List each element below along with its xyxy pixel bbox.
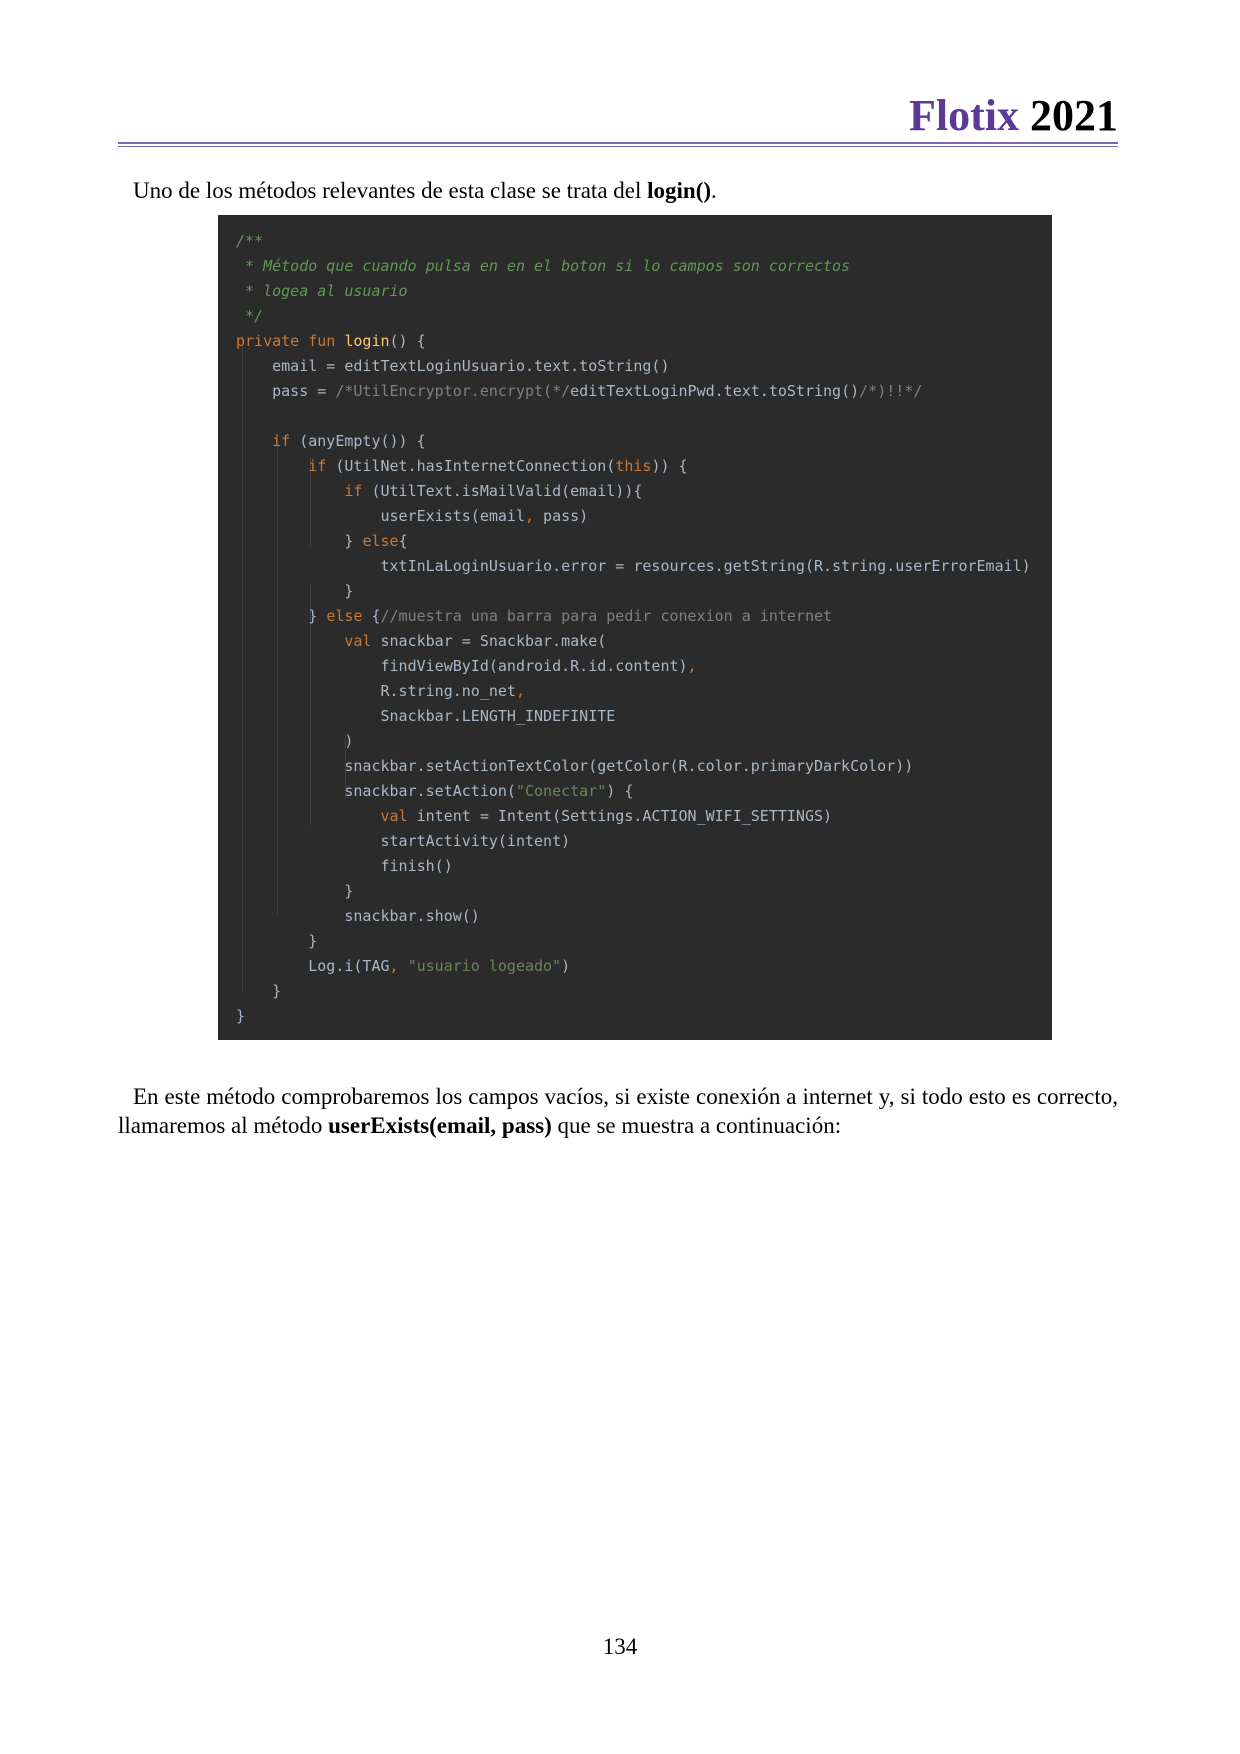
code-token: /**: [236, 232, 264, 250]
code-token: }: [236, 982, 282, 1000]
code-token: (anyEmpty()) {: [299, 432, 426, 450]
code-line: [236, 329, 1031, 354]
code-line: [236, 529, 1031, 554]
code-line: [236, 479, 1031, 504]
code-line: [236, 1004, 1031, 1029]
code-token: login: [344, 332, 390, 350]
code-token: val: [236, 632, 381, 650]
intro-end: .: [711, 178, 717, 203]
code-line: [236, 354, 1031, 379]
code-token: email = editTextLoginUsuario.text.toString(): [236, 357, 670, 375]
code-token: {: [398, 532, 408, 550]
code-token: R.string.no_net: [236, 682, 516, 700]
code-line: [236, 629, 1031, 654]
code-token: }: [236, 582, 354, 600]
code-token: }: [236, 607, 327, 625]
code-token: snackbar.setActionTextColor(getColor(R.color.primaryDarkColor)): [236, 757, 914, 775]
code-token: if: [236, 432, 300, 450]
code-token: /*UtilEncryptor.encrypt(*/: [335, 382, 571, 400]
code-token: private fun: [236, 332, 345, 350]
code-line: [236, 779, 1031, 804]
code-line: [236, 504, 1031, 529]
code-token: ,: [524, 507, 544, 525]
code-token: * logea al usuario: [236, 282, 408, 300]
code-line: [236, 729, 1031, 754]
code-line: [236, 904, 1031, 929]
code-token: snackbar.setAction(: [236, 782, 516, 800]
code-line: [236, 929, 1031, 954]
code-token: * Método que cuando pulsa en en el boton si lo campos son correctos: [236, 257, 851, 275]
code-line: [236, 404, 1031, 429]
code-token: ,: [515, 682, 525, 700]
code-token: userExists(email: [236, 507, 525, 525]
code-line: [236, 554, 1031, 579]
code-screenshot: [218, 215, 1052, 1040]
code-line: [236, 829, 1031, 854]
outro-text-end: que se muestra a continuación:: [551, 1113, 842, 1138]
code-line: [236, 254, 1031, 279]
code-token: {: [371, 607, 381, 625]
code-token: //muestra una barra para pedir conexion a internet: [380, 607, 833, 625]
code-token: findViewById(android.R.id.content): [236, 657, 688, 675]
code-token: intent = Intent(Settings.ACTION_WIFI_SETTINGS): [416, 807, 833, 825]
code-token: }: [236, 882, 354, 900]
outro-paragraph: [118, 1082, 1118, 1140]
code-line: [236, 379, 1031, 404]
code-line: [236, 679, 1031, 704]
code-token: "Conectar": [515, 782, 607, 800]
code-token: */: [236, 307, 264, 325]
code-token: if: [236, 482, 372, 500]
code-token: snackbar.show(): [236, 907, 480, 925]
code-lines: [236, 229, 1031, 1029]
code-line: [236, 654, 1031, 679]
code-line: [236, 304, 1031, 329]
code-token: ,: [687, 657, 697, 675]
code-line: [236, 229, 1031, 254]
outro-text: En este método comprobaremos los campos vacíos, si existe conexión a internet y, si todo esto es correcto, llamaremos al método: [118, 1084, 1118, 1138]
code-token: (UtilNet.hasInternetConnection(: [335, 457, 616, 475]
code-token: snackbar = Snackbar.make(: [380, 632, 607, 650]
code-line: [236, 604, 1031, 629]
intro-paragraph: [118, 176, 1118, 205]
intro-method-name: login(): [647, 178, 712, 203]
code-token: else: [362, 532, 399, 550]
code-token: )) {: [651, 457, 688, 475]
code-line: [236, 429, 1031, 454]
header-year: 2021: [1030, 91, 1118, 140]
code-line: [236, 854, 1031, 879]
code-token: }: [236, 932, 318, 950]
code-token: /*)!!*/: [859, 382, 923, 400]
header-title: [909, 88, 1118, 144]
code-token: startActivity(intent): [236, 832, 571, 850]
code-token: }: [236, 1007, 246, 1025]
code-line: [236, 279, 1031, 304]
header-brand: Flotix: [909, 91, 1019, 140]
intro-text: Uno de los métodos relevantes de esta clase se trata del: [133, 178, 648, 203]
code-line: [236, 704, 1031, 729]
header-rule: [118, 142, 1118, 144]
outro-method-name: userExists(email, pass): [328, 1113, 552, 1138]
header-rule-thin: [118, 146, 1118, 147]
code-token: "usuario logeado": [407, 957, 562, 975]
code-token: Snackbar.LENGTH_INDEFINITE: [236, 707, 616, 725]
code-line: [236, 954, 1031, 979]
code-token: }: [236, 532, 363, 550]
code-token: pass =: [236, 382, 336, 400]
code-token: (UtilText.isMailValid(email)){: [371, 482, 643, 500]
code-token: ) {: [606, 782, 634, 800]
code-token: val: [236, 807, 417, 825]
code-line: [236, 879, 1031, 904]
code-token: this: [615, 457, 652, 475]
code-token: ,: [389, 957, 408, 975]
code-token: finish(): [236, 857, 453, 875]
code-line: [236, 454, 1031, 479]
code-token: editTextLoginPwd.text.toString(): [570, 382, 860, 400]
code-token: pass): [543, 507, 589, 525]
code-token: ): [236, 732, 354, 750]
code-token: if: [236, 457, 336, 475]
code-line: [236, 804, 1031, 829]
code-line: [236, 979, 1031, 1004]
code-line: [236, 579, 1031, 604]
code-line: [236, 754, 1031, 779]
code-token: Log.i(TAG: [236, 957, 390, 975]
code-token: txtInLaLoginUsuario.error = resources.getString(R.string.userErrorEmail): [236, 557, 1031, 575]
code-token: ): [561, 957, 571, 975]
page-number: 134: [602, 1634, 638, 1659]
code-token: else: [326, 607, 372, 625]
code-token: () {: [389, 332, 426, 350]
